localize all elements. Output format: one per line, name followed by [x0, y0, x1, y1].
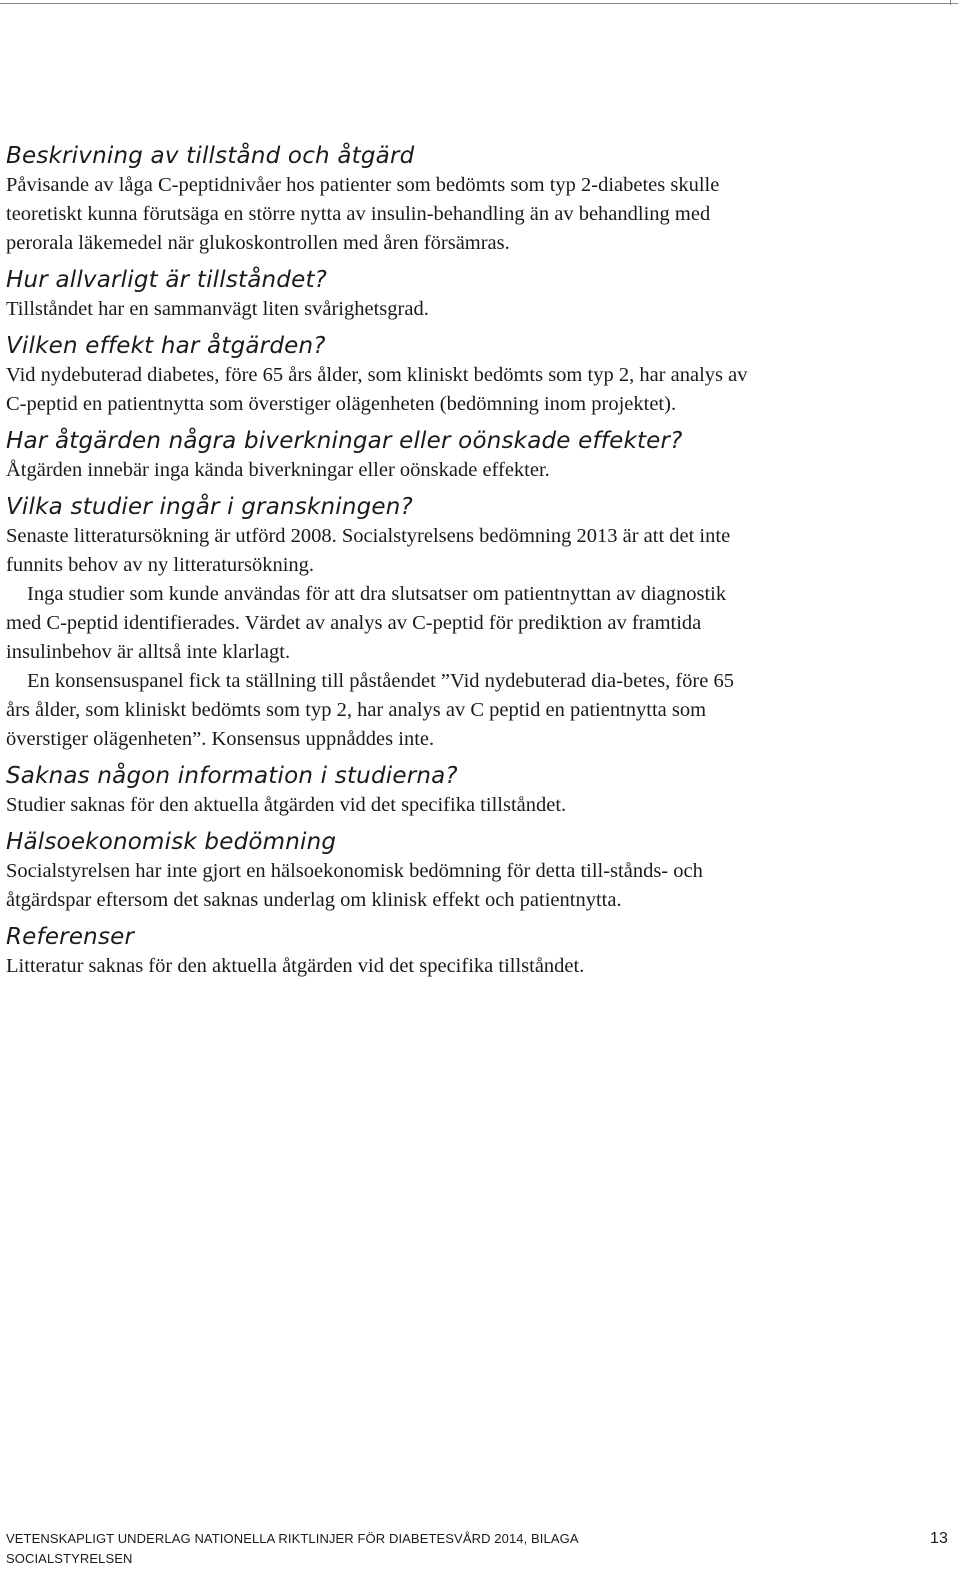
section-halsoekonomi — [6, 827, 751, 915]
section-paragraph: Vid nydebuterad diabetes, före 65 års ålder, som kliniskt bedömts som typ 2, har analys av C-peptid en patientnytta som överstiger olägenheten (bedömning inom projektet). — [6, 364, 748, 415]
page-footer — [6, 1529, 956, 1569]
section-effekt — [6, 331, 751, 419]
section-paragraph: Senaste litteratursökning är utförd 2008. Socialstyrelsens bedömning 2013 är att det inte funnits behov av ny litteratursökning. — [6, 525, 731, 576]
section-heading: Hur allvarligt är tillståndet? — [6, 267, 328, 293]
footer-publisher: SOCIALSTYRELSEN — [6, 1551, 133, 1566]
section-allvarlighet — [6, 265, 751, 324]
section-beskrivning — [6, 141, 751, 258]
section-heading: Saknas någon information i studierna? — [6, 763, 458, 789]
top-rule — [0, 3, 958, 4]
page-number: 13 — [930, 1530, 948, 1547]
top-rule-end — [950, 0, 951, 5]
section-studier — [6, 492, 751, 754]
section-heading: Har åtgärden några biverkningar eller oönskade effekter? — [6, 428, 683, 454]
section-heading: Vilka studier ingår i granskningen? — [6, 494, 413, 520]
section-paragraph: Åtgärden innebär inga kända biverkningar eller oönskade effekter. — [6, 459, 550, 481]
section-paragraph: En konsensuspanel fick ta ställning till påståendet ”Vid nydebuterad dia-betes, före 65 års ålder, som kliniskt bedömts som typ 2, har analys av C peptid en patientnytta som överstiger olägenheten”. Konsensus uppnåddes inte. — [6, 670, 734, 750]
section-biverkningar — [6, 426, 751, 485]
section-paragraph: Socialstyrelsen har inte gjort en hälsoekonomisk bedömning för detta till-stånds- och åtgärdspar eftersom det saknas underlag om klinisk effekt och patientnytta. — [6, 860, 703, 911]
section-heading: Referenser — [6, 924, 135, 950]
footer-line — [6, 1529, 956, 1549]
section-paragraph: Påvisande av låga C-peptidnivåer hos patienter som bedömts som typ 2-diabetes skulle teoretiskt kunna förutsäga en större nytta av insulin-behandling än av behandling med perorala läkemedel när glukoskontrollen med åren försämras. — [6, 174, 720, 254]
section-paragraph: Tillståndet har en sammanvägt liten svårighetsgrad. — [6, 298, 429, 320]
section-paragraph: Inga studier som kunde användas för att dra slutsatser om patientnyttan av diagnostik med C-peptid identifierades. Värdet av analys av C-peptid för prediktion av framtida insulinbehov är alltså inte klarlagt. — [6, 583, 727, 663]
section-referenser — [6, 922, 751, 981]
footer-publication-title: VETENSKAPLIGT UNDERLAG NATIONELLA RIKTLINJER FÖR DIABETESVÅRD 2014, BILAGA — [6, 1531, 579, 1546]
section-heading: Hälsoekonomisk bedömning — [6, 829, 337, 855]
section-heading: Beskrivning av tillstånd och åtgärd — [6, 143, 415, 169]
section-paragraph: Litteratur saknas för den aktuella åtgärden vid det specifika tillståndet. — [6, 955, 585, 977]
section-heading: Vilken effekt har åtgärden? — [6, 333, 326, 359]
page-content — [6, 141, 751, 981]
section-saknas-information — [6, 761, 751, 820]
section-paragraph: Studier saknas för den aktuella åtgärden vid det specifika tillståndet. — [6, 794, 567, 816]
